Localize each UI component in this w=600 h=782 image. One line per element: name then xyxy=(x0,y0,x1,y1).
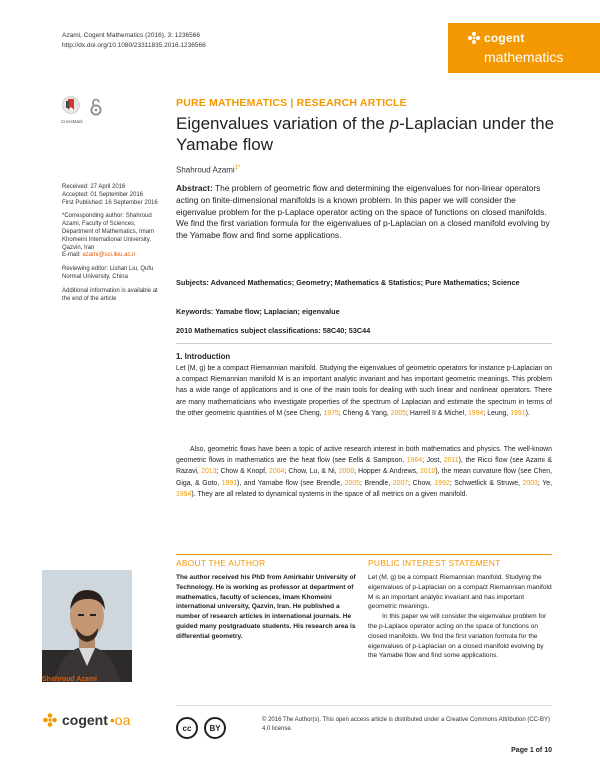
public-interest-paragraph-2: In this paper we will consider the eigenvalue problem for the p-Laplace operator acting on the space of functions on closed manifolds. We find the first variation formula for the eigenvalues of p-Laplacian on a closed manifold evolving by the Yamabe flow and find some applications. xyxy=(368,613,547,660)
citation-link[interactable]: 1991 xyxy=(510,409,526,417)
cogent-oa-logo[interactable] xyxy=(42,712,130,728)
text-run: ; Jost, xyxy=(422,457,444,465)
about-author-heading: ABOUT THE AUTHOR xyxy=(176,558,266,568)
author-line[interactable] xyxy=(176,165,240,175)
by-icon: BY xyxy=(204,717,226,739)
additional-info: Additional information is available at the end of the article xyxy=(62,287,158,302)
footer-logo-text: cogent xyxy=(62,712,108,728)
brand-name: cogent xyxy=(484,31,525,45)
footer-logo-oa: •oa xyxy=(109,712,131,728)
text-run: ; Leung, xyxy=(483,409,511,417)
text-run: Also, geometric flows have been a topic of active research interest in both mathematics and physics. The well-known geometric flows in mathematics are the heat flow (see Eells & Sampson, xyxy=(176,446,552,465)
text-run: ; Chow, Lu, & Ni, xyxy=(284,468,339,476)
keywords: Keywords: Yamabe flow; Laplacian; eigenvalue xyxy=(176,307,340,316)
article-title xyxy=(176,113,556,155)
abstract-text: The problem of geometric flow and determining the eigenvalues for non-linear operators acting on finite-dimensional manifolds is a known problem. In this paper we will consider the eigenvalue problem for the p-Laplace operator acting on the space of functions on closed manifolds. We find the first variation formula for the eigenvalues of p-Laplacian on a closed manifold evolving by the Yamabe flow and find some applications. xyxy=(176,183,550,241)
citation-link[interactable]: 2007 xyxy=(392,479,409,487)
article-badges xyxy=(62,96,102,123)
brand-journal: mathematics xyxy=(484,49,564,65)
text-run: ), and Yamabe flow (see Brendle, xyxy=(237,479,345,487)
section-heading-introduction: 1. Introduction xyxy=(176,352,231,361)
reviewer: Reviewing editor: Lishan Liu, Qufu Normal University, China xyxy=(62,266,154,280)
text-run: ; Ye, xyxy=(537,479,552,487)
published-date: First Published: 16 September 2016 xyxy=(62,199,158,206)
text-run: ), the mean curvature flow (see Chen, Giga, & Goto, xyxy=(176,468,552,487)
title-part-1: Eigenvalues variation of the xyxy=(176,114,390,133)
text-run: ; Hopper & Andrews, xyxy=(354,468,421,476)
footer-divider xyxy=(176,705,552,706)
citation-link[interactable]: 2006 xyxy=(338,468,355,476)
email-label: E-mail: xyxy=(62,252,83,259)
text-run: ). They are all related to dynamical systems in the space of all metrics on a given manifold. xyxy=(191,490,468,498)
corresponding-author xyxy=(62,213,162,260)
text-run: ; Harrell II & Michel, xyxy=(406,409,469,417)
citation-link[interactable]: 2011 xyxy=(443,457,459,465)
msc-classification: 2010 Mathematics subject classifications: 58C40; 53C44 xyxy=(176,326,371,335)
title-part-2: -Laplacian under the Yamabe flow xyxy=(176,114,555,154)
public-interest-heading: PUBLIC INTEREST STATEMENT xyxy=(368,558,501,568)
text-run: Let (M, g) be a compact Riemannian manifold. Studying the eigenvalues of geometric operators for instance p-Laplacian on a compact Riemannian manifold M is an important analytic invariant and has important geometric meanings. This problem has a wide range of applications and is one of the main tools for dealing with such linear and nonlinear operators. There are many mathematicians who investigate properties of the spectrum of Laplacian and estimate the spectrum in terms of the other geometric quantities of M (see Cheng, xyxy=(176,365,552,417)
article-category: PURE MATHEMATICS | RESEARCH ARTICLE xyxy=(176,97,407,109)
corresponding-text: *Corresponding author: Shahroud Azami, Faculty of Sciences, Department of Mathematics, Imam Khomeini International University, Qazvin, Iran xyxy=(62,213,155,251)
citation-link[interactable]: 1994 xyxy=(176,490,192,498)
text-run: ). xyxy=(525,409,530,417)
license-text: © 2016 The Author(s). This open access article is distributed under a Creative Commons Attribution (CC-BY) 4.0 license. xyxy=(262,717,550,732)
cc-icon: cc xyxy=(176,717,198,739)
cogent-flower-icon xyxy=(467,31,481,45)
divider xyxy=(176,343,552,344)
citation-header xyxy=(62,31,206,51)
cogent-flower-icon xyxy=(42,712,58,728)
author-photo xyxy=(42,570,132,682)
dates xyxy=(62,184,162,207)
open-access-lock-icon xyxy=(90,98,102,116)
abstract xyxy=(176,183,552,242)
page-number: Page 1 of 10 xyxy=(511,747,552,754)
citation-link[interactable]: 1975 xyxy=(323,409,339,417)
citation-link[interactable]: 1992 xyxy=(434,479,450,487)
about-author-text: The author received his PhD from Amirkabir University of Technology. He is working as professor at department of mathematics, faculty of sciences, Imam Khomeini international university, Qazvin, Iran. He published a number of research articles in international journals. He guided many postgraduate students. His research area is differential geometry. xyxy=(176,574,356,640)
citation-line: Azami, Cogent Mathematics (2016), 3: 1236566 xyxy=(62,32,201,39)
text-run: ; Chow & Knopf, xyxy=(216,468,270,476)
title-italic-p: p xyxy=(389,114,400,133)
intro-paragraph-2 xyxy=(176,444,552,500)
citation-link[interactable]: 1964 xyxy=(406,457,423,465)
intro-paragraph-1 xyxy=(176,363,552,419)
text-run: ; Chow, xyxy=(408,479,435,487)
text-run: ; Brendle, xyxy=(360,479,393,487)
citation-link[interactable]: 2010 xyxy=(420,468,436,476)
received-date: Received: 27 April 2016 xyxy=(62,184,126,190)
citation-link[interactable]: 2003 xyxy=(522,479,538,487)
abstract-label: Abstract: xyxy=(176,183,213,193)
citation-link[interactable]: 2004 xyxy=(269,468,285,476)
citation-link[interactable]: 2005 xyxy=(344,479,361,487)
citation-link[interactable]: 1994 xyxy=(468,409,484,417)
text-run: ; Cheng & Yang, xyxy=(338,409,391,417)
author-photo-caption: Shahroud Azami xyxy=(42,676,97,683)
article-sidebar xyxy=(62,184,162,309)
public-interest-paragraph-1: Let (M, g) be a compact Riemannian manifold. Studying the eigenvalues of p-Laplacian on a compact Riemannian manifold M is an important analytic invariant and has important geometric meanings. xyxy=(368,574,552,611)
crossmark-badge[interactable] xyxy=(61,96,83,124)
email-link[interactable]: azami@sci.ikiu.ac.ir xyxy=(82,252,136,259)
text-run: ), the Ricci flow (see Azami & Razavi, xyxy=(176,457,552,476)
author-mark: 1* xyxy=(234,165,241,171)
citation-link[interactable]: 2013 xyxy=(201,468,217,476)
doi-link[interactable]: http://dx.doi.org/10.1080/23311835.2016.1236566 xyxy=(62,42,206,49)
public-interest-text xyxy=(368,573,552,661)
cc-license-badges[interactable] xyxy=(176,717,226,739)
citation-link[interactable]: 2005 xyxy=(390,409,407,417)
accepted-date: Accepted: 01 September 2016 xyxy=(62,191,144,198)
journal-brand-banner[interactable] xyxy=(448,23,600,73)
subjects: Subjects: Advanced Mathematics; Geometry; Mathematics & Statistics; Pure Mathematics; Science xyxy=(176,278,520,287)
accent-divider xyxy=(176,554,552,555)
author-name: Shahroud Azami xyxy=(176,165,235,175)
citation-link[interactable]: 1991 xyxy=(221,479,238,487)
crossmark-label: CrossMark xyxy=(61,119,83,124)
text-run: ; Schwetlick & Struwe, xyxy=(449,479,523,487)
crossmark-icon xyxy=(62,96,80,118)
